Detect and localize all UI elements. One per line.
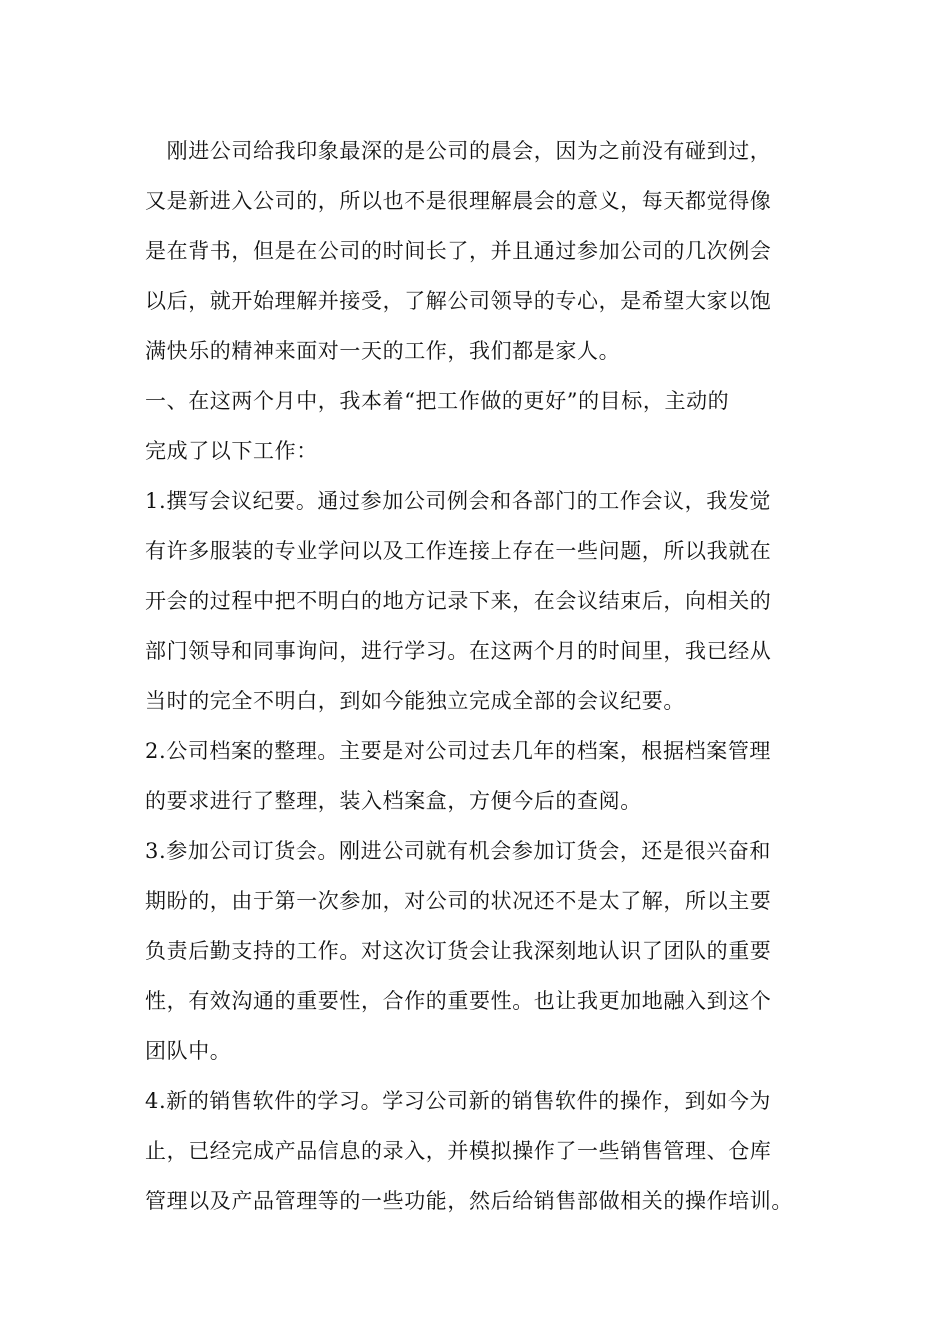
text-line: 当时的完全不明白，到如今能独立完成全部的会议纪要。 (145, 689, 685, 713)
text-line: 的要求进行了整理，装入档案盒，方便今后的查阅。 (145, 789, 642, 813)
text-line: 刚进公司给我印象最深的是公司的晨会，因为之前没有碰到过， (145, 139, 772, 163)
text-line: 又是新进入公司的，所以也不是很理解晨会的意义，每天都觉得像 (145, 189, 772, 213)
text-line: 负责后勤支持的工作。对这次订货会让我深刻地认识了团队的重要 (145, 939, 772, 963)
paragraph-intro (145, 126, 835, 376)
text-line: 满快乐的精神来面对一天的工作，我们都是家人。 (145, 339, 621, 363)
text-line: 2.公司档案的整理。主要是对公司过去几年的档案，根据档案管理 (145, 739, 772, 763)
text-line: 性，有效沟通的重要性，合作的重要性。也让我更加地融入到这个 (145, 989, 772, 1013)
text-line: 3.参加公司订货会。刚进公司就有机会参加订货会，还是很兴奋和 (145, 839, 772, 863)
text-line: 部门领导和同事询问，进行学习。在这两个月的时间里，我已经从 (145, 639, 772, 663)
text-line: 有许多服装的专业学问以及工作连接上存在一些问题，所以我就在 (145, 539, 772, 563)
text-line: 完成了以下工作： (145, 439, 318, 463)
document-body (145, 126, 835, 1226)
text-line: 一、在这两个月中，我本着“把工作做的更好”的目标，主动的 (145, 389, 730, 413)
paragraph-item-4 (145, 1076, 835, 1226)
text-line: 以后，就开始理解并接受，了解公司领导的专心，是希望大家以饱 (145, 289, 772, 313)
paragraph-item-3 (145, 826, 835, 1076)
text-line: 是在背书，但是在公司的时间长了，并且通过参加公司的几次例会 (145, 239, 772, 263)
text-line: 开会的过程中把不明白的地方记录下来，在会议结束后，向相关的 (145, 589, 772, 613)
text-line: 1.撰写会议纪要。通过参加公司例会和各部门的工作会议，我发觉 (145, 489, 772, 513)
paragraph-item-1 (145, 476, 835, 726)
text-line: 4.新的销售软件的学习。学习公司新的销售软件的操作，到如今为 (145, 1089, 772, 1113)
text-line: 管理以及产品管理等的一些功能，然后给销售部做相关的操作培训。 (145, 1189, 793, 1213)
paragraph-section-1 (145, 376, 835, 476)
text-line: 团队中。 (145, 1039, 232, 1063)
text-line: 止，已经完成产品信息的录入，并模拟操作了一些销售管理、仓库 (145, 1139, 772, 1163)
paragraph-item-2 (145, 726, 835, 826)
text-line: 期盼的，由于第一次参加，对公司的状况还不是太了解，所以主要 (145, 889, 772, 913)
